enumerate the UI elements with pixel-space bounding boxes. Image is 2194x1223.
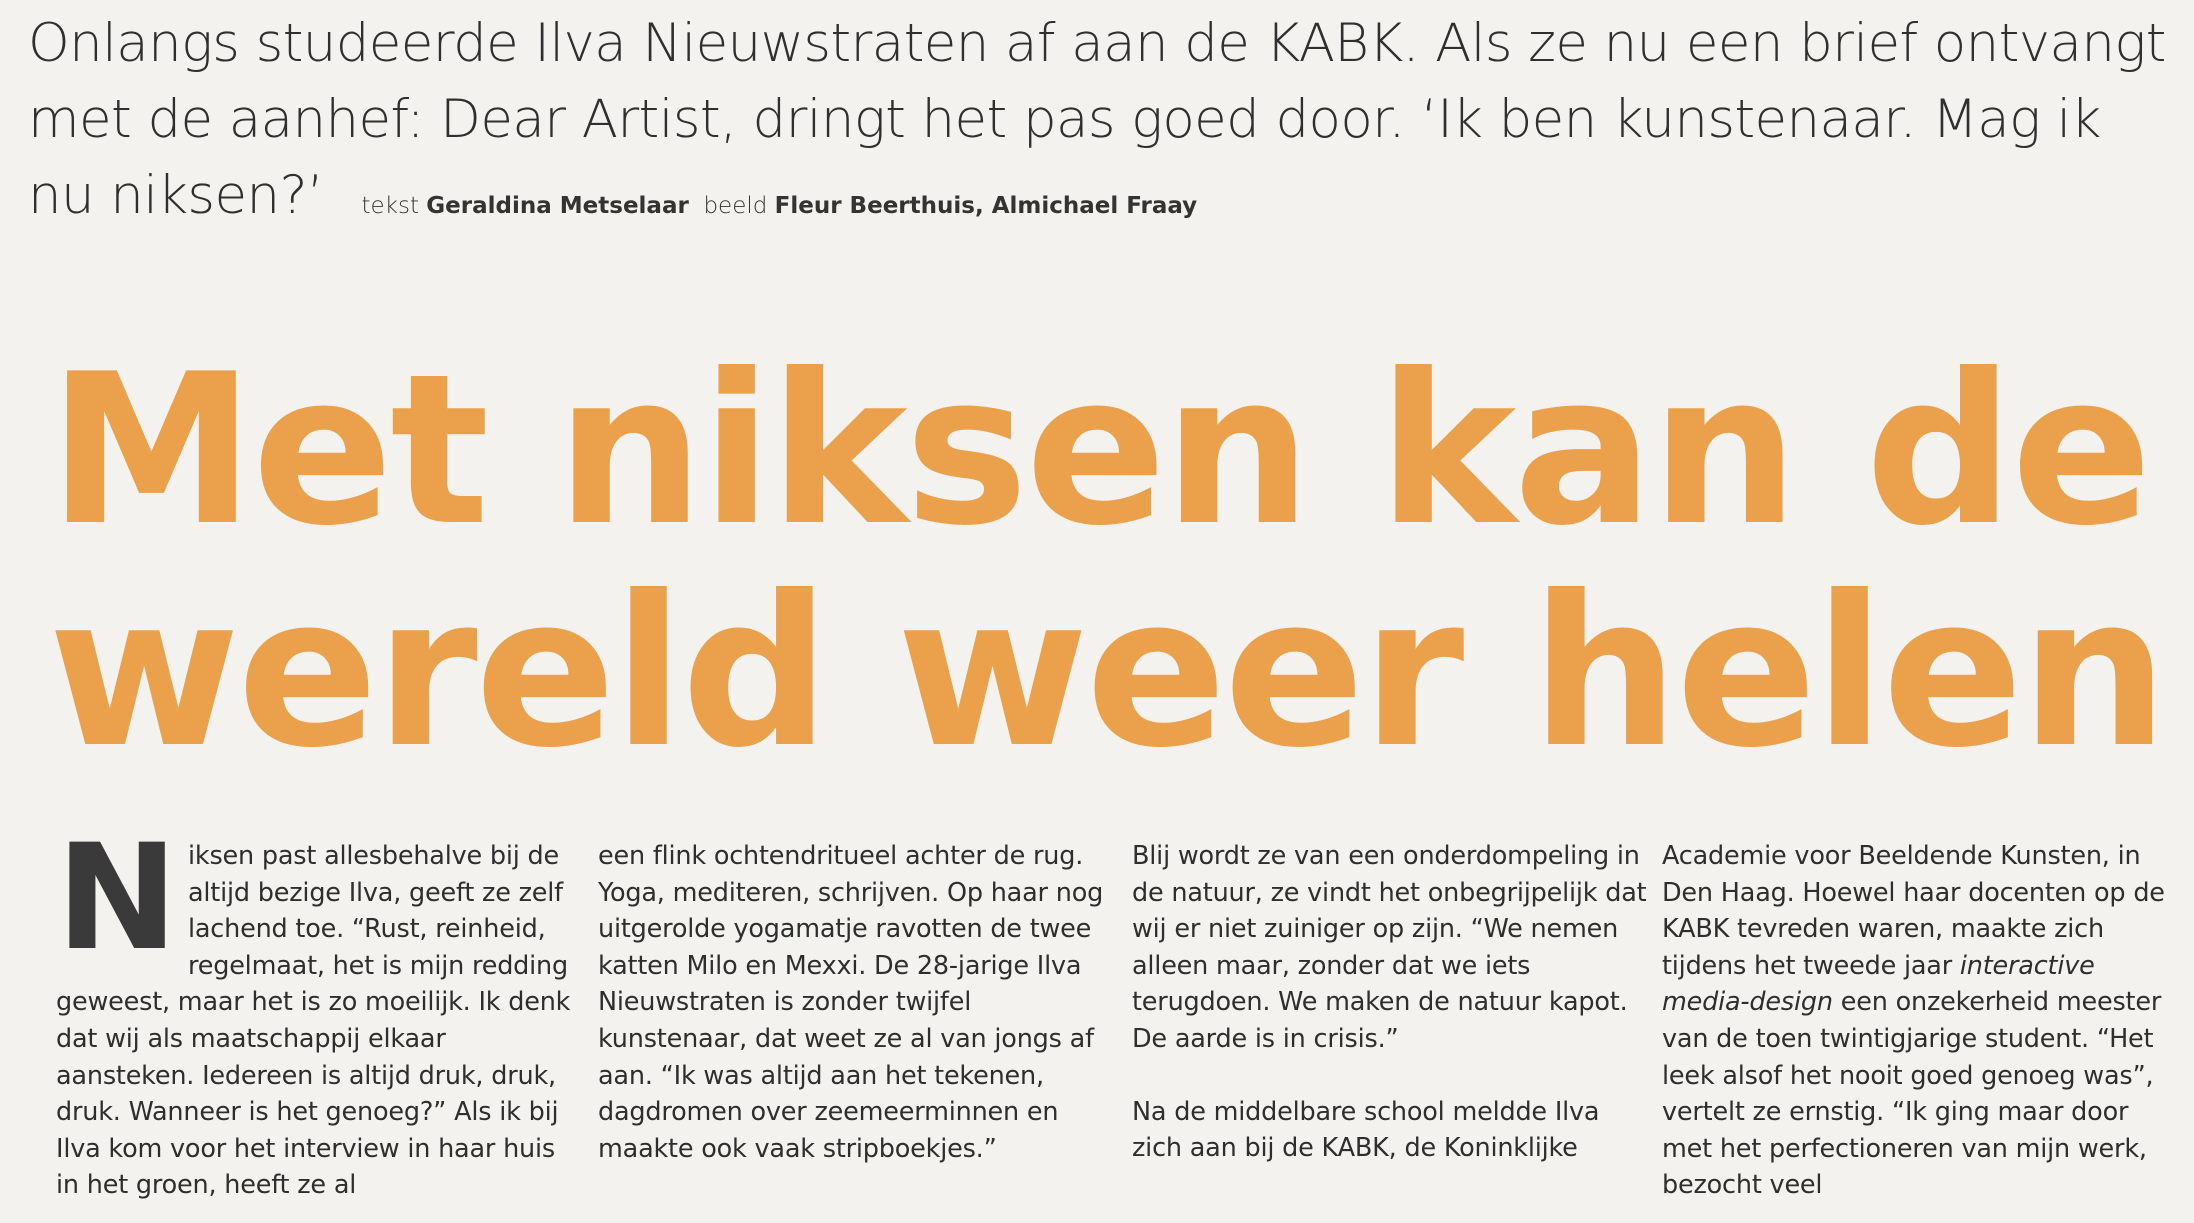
column-4-emphasis: interactive media-design: [1662, 950, 2095, 1018]
article-column-2: [598, 838, 1118, 1167]
headline: [48, 330, 2188, 794]
intro-lead: Onlangs studeerde Ilva Nieuwstraten af aan de KABK. Als ze nu een brief ontvangt met de aanhef: Dear Artist, dringt het pas goed door. ‘Ik ben kunstenaar. Mag ik nu niksen?’: [28, 13, 2166, 226]
column-4-text-b: een onzekerheid meester van de toen twintigjarige student. “Het leek alsof het nooit goed genoeg was”, vertelt ze ernstig. “Ik ging maar door met het perfectioneren van mijn werk, bezocht veel: [1662, 987, 2162, 1201]
column-3-paragraph-1: Blij wordt ze van een onderdompeling in de natuur, ze vindt het onbegrijpelijk dat wij er niet zuiniger op zijn. “We nemen alleen maar, zonder dat we iets terugdoen. We maken de natuur kapot. De aarde is in crisis.”: [1132, 841, 1647, 1054]
headline-line-2: wereld weer helen: [48, 552, 2166, 794]
drop-cap: N: [56, 813, 178, 983]
column-3-paragraph-2: Na de middelbare school meldde Ilva zich aan bij de KABK, de Koninklijke: [1132, 1096, 1600, 1164]
article-column-3: [1132, 838, 1652, 1167]
column-4-text-a: Academie voor Beeldende Kunsten, in Den Haag. Hoewel haar docenten op de KABK tevreden waren, maakte zich tijdens het tweede jaar: [1662, 841, 2165, 981]
credits-image-label: beeld: [703, 193, 768, 219]
credits-photographers: Fleur Beerthuis, Almichael Fraay: [774, 193, 1198, 219]
credits: [361, 193, 1197, 219]
article-column-1: [56, 813, 576, 1204]
intro-paragraph: [28, 6, 2178, 244]
article-body: [56, 813, 2166, 1201]
article-column-4: [1662, 838, 2182, 1204]
headline-line-1: Met niksen kan de: [48, 330, 2150, 572]
column-2-text: een flink ochtendritueel achter de rug. Yoga, mediteren, schrijven. Op haar nog uitgerolde yogamatje ravotten de twee katten Milo en Mexxi. De 28-jarige Ilva Nieuwstraten is zonder twijfel kunstenaar, dat weet ze al van jongs af aan. “Ik was altijd aan het tekenen, dagdromen over zeemeerminnen en maakte ook vaak stripboekjes.”: [598, 841, 1104, 1164]
column-1-text: iksen past allesbehalve bij de altijd bezige Ilva, geeft ze zelf lachend toe. “Rust, reinheid, regelmaat, het is mijn redding geweest, maar het is zo moeilijk. Ik denk dat wij als maatschappij elkaar aansteken. Iedereen is altijd druk, druk, druk. Wanneer is het genoeg?” Als ik bij Ilva kom voor het interview in haar huis in het groen, heeft ze al: [56, 841, 571, 1201]
credits-text-label: tekst: [361, 193, 419, 219]
credits-author: Geraldina Metselaar: [426, 193, 689, 219]
column-4-text: [1662, 838, 2182, 1204]
